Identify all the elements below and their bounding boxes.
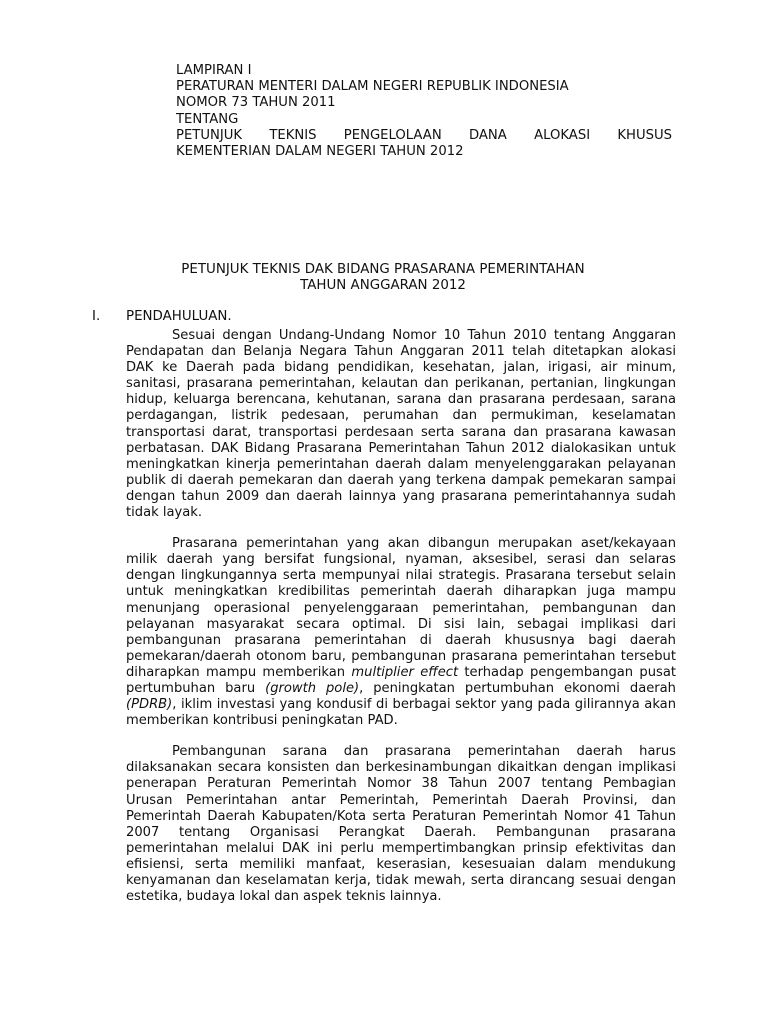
paragraph-2-text-4: , iklim investasi yang kondusif di berbagai sektor yang pada gilirannya akan memberikan kontribusi peningkatan PAD.	[126, 697, 676, 729]
paragraph-2-text-3: , peningkatan pertumbuhan ekonomi daerah	[359, 680, 676, 696]
section-title: PENDAHULUAN.	[126, 309, 232, 324]
paragraph-3: Pembangunan sarana dan prasarana pemerintahan daerah harus dilaksanakan secara konsisten dan berkesinambungan dikaitkan dengan implikasi penerapan Peraturan Pemerintah Nomor 38 Tahun 2007 tentang Pembagian Urusan Pemerintahan antar Pemerintah, Pemerintah Daerah Provinsi, dan Pemerintah Daerah Kabupaten/Kota serta Peraturan Pemerintah Nomor 41 Tahun 2007 tentang Organisasi Perangkat Daerah. Pembangunan prasarana pemerintahan melalui DAK ini perlu mempertimbangkan prinsip efektivitas dan efisiensi, serta memiliki manfaat, keserasian, kesesuaian dalam mendukung kenyamanan dan keselamatan kerja, tidak mewah, serta dirancang sesuai dengan estetika, budaya lokal dan aspek teknis lainnya.	[126, 744, 676, 905]
paragraph-2-text-2: terhadap pengembangan pusat pertumbuhan baru	[126, 664, 676, 696]
paragraph-1: Sesuai dengan Undang-Undang Nomor 10 Tahun 2010 tentang Anggaran Pendapatan dan Belanja Negara Tahun Anggaran 2011 telah ditetapkan alokasi DAK ke Daerah pada bidang pendidikan, kesehatan, jalan, irigasi, air minum, sanitasi, prasarana pemerintahan, kelautan dan perikanan, pertanian, lingkungan hidup, keluarga berencana, kehutanan, sarana dan prasarana perdesaan, sarana perdagangan, listrik pedesaan, perumahan dan permukiman, keselamatan transportasi darat, transportasi perdesaan serta sarana dan prasarana kawasan perbatasan. DAK Bidang Prasarana Pemerintahan Tahun 2012 dialokasikan untuk meningkatkan kinerja pemerintahan daerah dalam menyelenggarakan pelayanan publik di daerah pemekaran dan daerah yang terkena dampak pemekaran sampai dengan tahun 2009 dan daerah lainnya yang prasarana pemerintahannya sudah tidak layak.	[126, 328, 676, 521]
header-line-subject: PETUNJUK TEKNIS PENGELOLAAN DANA ALOKASI KHUSUS	[176, 127, 672, 143]
header-line-lampiran: LAMPIRAN I	[176, 63, 252, 78]
paragraph-2	[126, 536, 676, 729]
header-line-ministry: KEMENTERIAN DALAM NEGERI TAHUN 2012	[176, 144, 464, 160]
document-title	[110, 262, 656, 295]
title-line-1: PETUNJUK TEKNIS DAK BIDANG PRASARANA PEMERINTAHAN	[181, 262, 585, 277]
title-line-2: TAHUN ANGGARAN 2012	[300, 278, 466, 294]
header-line-regulation: PERATURAN MENTERI DALAM NEGERI REPUBLIK INDONESIA	[176, 79, 569, 95]
header-line-about: TENTANG	[176, 111, 239, 127]
header-line-number: NOMOR 73 TAHUN 2011	[176, 95, 336, 111]
attachment-header	[176, 63, 672, 160]
section-number: I.	[92, 309, 101, 324]
paragraph-2-italic-multiplier: multiplier effect	[351, 664, 459, 680]
paragraph-2-text-1: Prasarana pemerintahan yang akan dibangun merupakan aset/kekayaan milik daerah yang bersifat fungsional, nyaman, aksesibel, serasi dan selaras dengan lingkungannya serta mempunyai nilai strategis. Prasarana tersebut selain untuk meningkatkan kredibilitas pemerintah daerah diharapkan juga mampu menunjang operasional penyelenggaraan pemerintahan, pembangunan dan pelayanan masyarakat secara optimal. Di sisi lain, sebagai implikasi dari pembangunan prasarana pemerintahan di daerah khususnya bagi daerah pemekaran/daerah otonom baru, pembangunan prasarana pemerintahan tersebut diharapkan mampu memberikan	[126, 536, 676, 680]
section-body	[126, 328, 676, 920]
paragraph-2-italic-growth-pole: (growth pole)	[265, 680, 360, 696]
paragraph-2-italic-pdrb: (PDRB)	[126, 697, 173, 713]
